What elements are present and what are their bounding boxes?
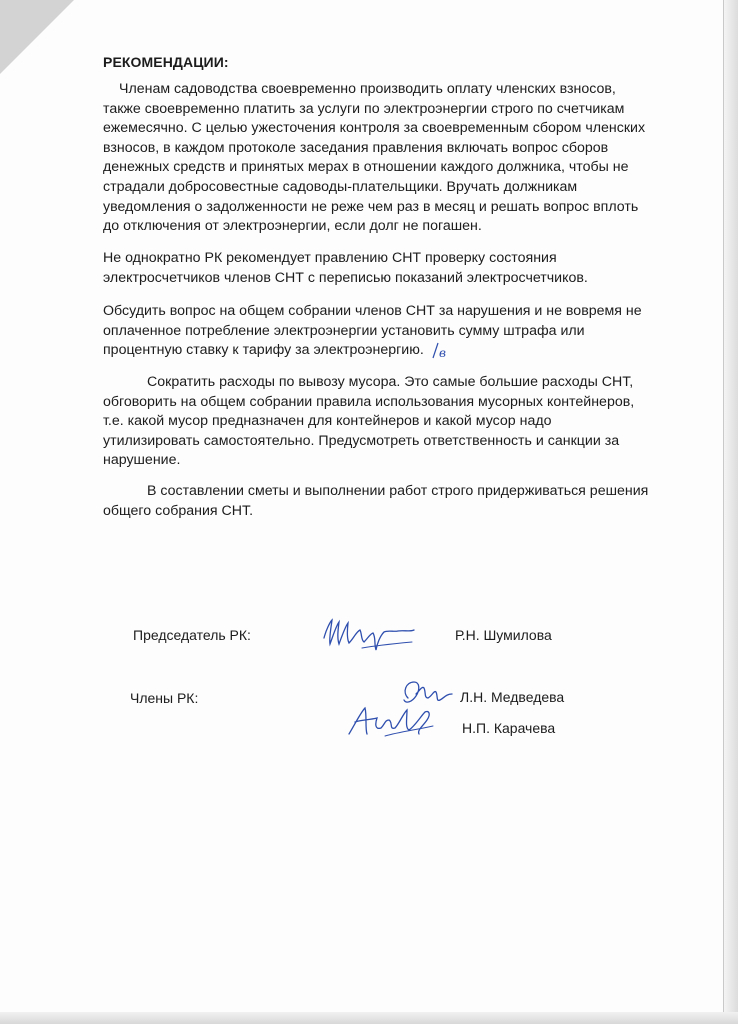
text-line: уведомления о задолженности не реже чем раз в месяц и решать вопрос вплоть <box>103 198 639 215</box>
member-name: Л.Н. Медведева <box>460 689 565 705</box>
text-line: Обсудить вопрос на общем собрании членов СНТ за нарушения и не вовремя не <box>103 303 642 319</box>
paragraph-garbage <box>103 373 683 471</box>
handwritten-correction <box>429 340 451 360</box>
text-line: также своевременно платить за услуги по электроэнергии строго по счетчикам <box>103 100 625 117</box>
text-line: взносов, в каждом протоколе заседания правления включать вопрос сборов <box>103 139 609 156</box>
chair-signature <box>318 608 418 656</box>
text-line: Членам садоводства своевременно производить оплату членских взносов, <box>119 81 616 97</box>
page-edge-right <box>724 0 738 1024</box>
member-name: Н.П. Карачева <box>462 720 556 736</box>
text-line: оплаченное потребление электроэнергии установить сумму штрафа или <box>103 322 585 339</box>
text-line: страдали добросовестные садоводы-плательщики. Вручать должникам <box>103 178 578 195</box>
paragraph-membership-fees <box>103 80 683 237</box>
text-line: В составлении сметы и выполнении работ строго придерживаться решения <box>147 483 649 499</box>
paragraph-budget <box>103 482 683 521</box>
text-line: Не однократно РК рекомендует правлению СНТ проверку состояния <box>103 250 557 266</box>
text-line: общего собрания СНТ. <box>103 502 254 519</box>
chair-label: Председатель РК: <box>133 627 251 643</box>
paragraph-meter-check <box>103 249 683 288</box>
text-line: нарушение. <box>103 452 181 469</box>
members-label: Члены РК: <box>130 690 199 706</box>
text-line: обговорить на общем собрании правила использования мусорных контейнеров, <box>103 393 635 410</box>
text-line: утилизировать самостоятельно. Предусмотреть ответственность и санкции за <box>103 432 620 449</box>
folded-corner <box>0 0 74 74</box>
chair-name: Р.Н. Шумилова <box>455 627 552 643</box>
correction-letter: в <box>439 346 446 360</box>
paragraph-penalty <box>103 302 683 361</box>
member-signature <box>345 700 437 742</box>
text-line: т.е. какой мусор предназначен для контейнеров и какой мусор надо <box>103 413 552 430</box>
text-line: денежных средств и принятых мерах в отношении каждого должника, чтобы не <box>103 159 629 176</box>
text-line: Сократить расходы по вывозу мусора. Это самые большие расходы СНТ, <box>147 374 634 390</box>
text-line: процентную ставку к тарифу за электроэнергию. <box>103 342 424 359</box>
document-heading: РЕКОМЕНДАЦИИ: <box>103 54 229 70</box>
text-line: до отключения от электроэнергии, если долг не погашен. <box>103 218 482 235</box>
text-line: электросчетчиков членов СНТ с переписью показаний электросчетчиков. <box>103 269 588 286</box>
page-edge-bottom <box>0 1012 738 1024</box>
text-line: ежемесячно. С целью ужесточения контроля за своевременным сбором членских <box>103 120 646 137</box>
